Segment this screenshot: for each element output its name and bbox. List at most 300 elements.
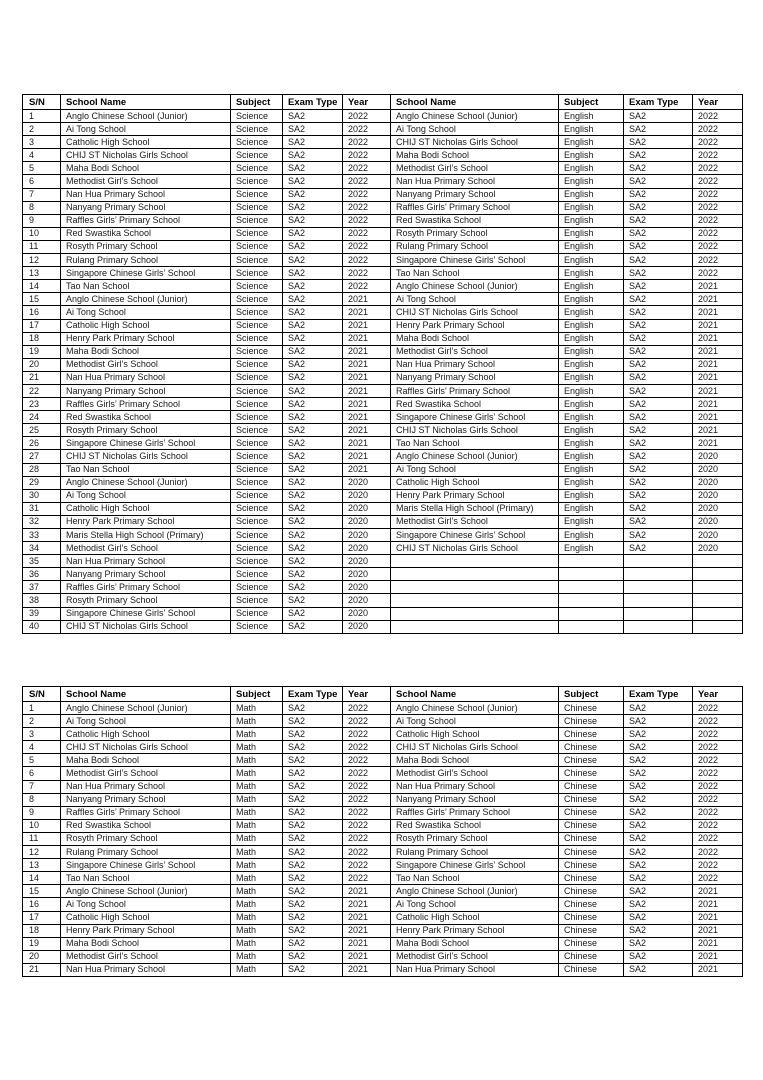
cell-subject-right: English xyxy=(559,319,624,332)
cell-year-left: 2021 xyxy=(343,437,391,450)
cell-exam-type-left: SA2 xyxy=(283,715,343,728)
cell-year-right: 2020 xyxy=(693,476,743,489)
cell-school-name-left: Nanyang Primary School xyxy=(61,201,231,214)
cell-year-right: 2022 xyxy=(693,175,743,188)
table-row xyxy=(23,555,743,568)
cell-exam-type-left: SA2 xyxy=(283,529,343,542)
cell-school-name-right: Ai Tong School xyxy=(391,463,559,476)
cell-school-name-right: CHIJ ST Nicholas Girls School xyxy=(391,424,559,437)
cell-sn: 14 xyxy=(23,280,61,293)
table-row xyxy=(23,201,743,214)
cell-sn: 25 xyxy=(23,424,61,437)
cell-exam-type-left: SA2 xyxy=(283,384,343,397)
cell-school-name-left: CHIJ ST Nicholas Girls School xyxy=(61,450,231,463)
table-row xyxy=(23,872,743,885)
table-row xyxy=(23,267,743,280)
cell-subject-right: English xyxy=(559,201,624,214)
cell-exam-type-left: SA2 xyxy=(283,950,343,963)
cell-subject-right xyxy=(559,568,624,581)
cell-exam-type-right: SA2 xyxy=(624,306,693,319)
cell-subject-right: English xyxy=(559,136,624,149)
cell-exam-type-left: SA2 xyxy=(283,162,343,175)
cell-school-name-right: Singapore Chinese Girls’ School xyxy=(391,411,559,424)
cell-school-name-right: Tao Nan School xyxy=(391,437,559,450)
cell-sn: 1 xyxy=(23,702,61,715)
table-row xyxy=(23,542,743,555)
cell-subject-left: Science xyxy=(231,332,283,345)
cell-exam-type-left: SA2 xyxy=(283,754,343,767)
cell-sn: 5 xyxy=(23,162,61,175)
cell-school-name-left: Catholic High School xyxy=(61,502,231,515)
table-row xyxy=(23,123,743,136)
cell-year-right: 2021 xyxy=(693,293,743,306)
cell-subject-left: Science xyxy=(231,267,283,280)
cell-subject-left: Math xyxy=(231,885,283,898)
cell-subject-right xyxy=(559,620,624,633)
cell-sn: 23 xyxy=(23,398,61,411)
cell-year-left: 2021 xyxy=(343,384,391,397)
cell-year-left: 2022 xyxy=(343,123,391,136)
cell-subject-left: Science xyxy=(231,293,283,306)
cell-year-right: 2022 xyxy=(693,702,743,715)
cell-subject-left: Science xyxy=(231,149,283,162)
cell-subject-left: Science xyxy=(231,280,283,293)
cell-school-name-right: Maha Bodi School xyxy=(391,937,559,950)
cell-exam-type-left: SA2 xyxy=(283,872,343,885)
cell-exam-type-right: SA2 xyxy=(624,937,693,950)
cell-year-right: 2022 xyxy=(693,214,743,227)
cell-year-right xyxy=(693,581,743,594)
cell-exam-type-right: SA2 xyxy=(624,846,693,859)
cell-sn: 17 xyxy=(23,319,61,332)
cell-school-name-right: Catholic High School xyxy=(391,911,559,924)
cell-year-right: 2022 xyxy=(693,240,743,253)
cell-sn: 22 xyxy=(23,384,61,397)
cell-year-right: 2021 xyxy=(693,963,743,976)
cell-school-name-right: CHIJ ST Nicholas Girls School xyxy=(391,136,559,149)
cell-year-right: 2022 xyxy=(693,819,743,832)
cell-school-name-right: Raffles Girls’ Primary School xyxy=(391,806,559,819)
table-row xyxy=(23,463,743,476)
cell-year-right: 2021 xyxy=(693,937,743,950)
cell-subject-left: Science xyxy=(231,502,283,515)
cell-subject-right: English xyxy=(559,214,624,227)
cell-exam-type-right: SA2 xyxy=(624,754,693,767)
cell-school-name-left: Rosyth Primary School xyxy=(61,832,231,845)
cell-year-left: 2021 xyxy=(343,924,391,937)
cell-school-name-left: Rosyth Primary School xyxy=(61,594,231,607)
cell-year-left: 2021 xyxy=(343,411,391,424)
cell-exam-type-left: SA2 xyxy=(283,110,343,123)
cell-year-left: 2022 xyxy=(343,201,391,214)
table-row xyxy=(23,293,743,306)
cell-exam-type-right: SA2 xyxy=(624,767,693,780)
cell-exam-type-left: SA2 xyxy=(283,201,343,214)
cell-exam-type-right xyxy=(624,620,693,633)
cell-sn: 8 xyxy=(23,793,61,806)
cell-year-right: 2021 xyxy=(693,398,743,411)
table-row xyxy=(23,110,743,123)
cell-exam-type-left: SA2 xyxy=(283,937,343,950)
cell-school-name-left: Maha Bodi School xyxy=(61,162,231,175)
cell-school-name-left: Rosyth Primary School xyxy=(61,424,231,437)
cell-school-name-right: Rosyth Primary School xyxy=(391,227,559,240)
table-row xyxy=(23,254,743,267)
cell-school-name-left: Singapore Chinese Girls’ School xyxy=(61,437,231,450)
cell-sn: 5 xyxy=(23,754,61,767)
cell-exam-type-right: SA2 xyxy=(624,859,693,872)
cell-subject-left: Science xyxy=(231,136,283,149)
cell-subject-right: Chinese xyxy=(559,702,624,715)
table-row xyxy=(23,306,743,319)
cell-school-name-right: Rulang Primary School xyxy=(391,846,559,859)
cell-year-left: 2021 xyxy=(343,371,391,384)
cell-exam-type-left: SA2 xyxy=(283,227,343,240)
cell-exam-type-left: SA2 xyxy=(283,728,343,741)
cell-year-left: 2021 xyxy=(343,911,391,924)
cell-year-right: 2022 xyxy=(693,227,743,240)
column-header-col-subject-right: Subject xyxy=(559,95,624,110)
cell-sn: 14 xyxy=(23,872,61,885)
cell-year-right: 2021 xyxy=(693,280,743,293)
cell-exam-type-right: SA2 xyxy=(624,515,693,528)
cell-exam-type-left: SA2 xyxy=(283,240,343,253)
cell-sn: 11 xyxy=(23,240,61,253)
cell-school-name-right: Nan Hua Primary School xyxy=(391,358,559,371)
cell-school-name-left: Tao Nan School xyxy=(61,280,231,293)
cell-school-name-left: Anglo Chinese School (Junior) xyxy=(61,110,231,123)
cell-sn: 16 xyxy=(23,898,61,911)
cell-exam-type-left: SA2 xyxy=(283,306,343,319)
cell-subject-right xyxy=(559,581,624,594)
cell-sn: 27 xyxy=(23,450,61,463)
cell-sn: 18 xyxy=(23,332,61,345)
cell-school-name-left: Nan Hua Primary School xyxy=(61,555,231,568)
cell-school-name-left: Ai Tong School xyxy=(61,898,231,911)
table-row xyxy=(23,767,743,780)
cell-year-left: 2022 xyxy=(343,214,391,227)
cell-subject-right: Chinese xyxy=(559,780,624,793)
cell-exam-type-right: SA2 xyxy=(624,885,693,898)
cell-year-right: 2022 xyxy=(693,780,743,793)
table-row xyxy=(23,620,743,633)
table-row xyxy=(23,319,743,332)
cell-sn: 1 xyxy=(23,110,61,123)
cell-school-name-left: Raffles Girls’ Primary School xyxy=(61,581,231,594)
cell-year-left: 2022 xyxy=(343,715,391,728)
table-row xyxy=(23,793,743,806)
cell-school-name-left: CHIJ ST Nicholas Girls School xyxy=(61,149,231,162)
cell-exam-type-right xyxy=(624,594,693,607)
cell-school-name-left: Raffles Girls’ Primary School xyxy=(61,806,231,819)
cell-year-left: 2022 xyxy=(343,149,391,162)
cell-exam-type-right: SA2 xyxy=(624,123,693,136)
cell-sn: 31 xyxy=(23,502,61,515)
cell-school-name-left: Tao Nan School xyxy=(61,872,231,885)
cell-subject-left: Math xyxy=(231,963,283,976)
cell-school-name-left: Methodist Girl’s School xyxy=(61,358,231,371)
cell-subject-right: English xyxy=(559,476,624,489)
cell-exam-type-left: SA2 xyxy=(283,254,343,267)
cell-school-name-right: Singapore Chinese Girls’ School xyxy=(391,859,559,872)
cell-exam-type-right: SA2 xyxy=(624,358,693,371)
cell-year-right: 2021 xyxy=(693,898,743,911)
cell-year-left: 2021 xyxy=(343,424,391,437)
cell-school-name-left: Methodist Girl’s School xyxy=(61,950,231,963)
table-row xyxy=(23,332,743,345)
cell-year-right: 2022 xyxy=(693,715,743,728)
cell-subject-right: English xyxy=(559,175,624,188)
cell-subject-right: English xyxy=(559,240,624,253)
cell-year-left: 2021 xyxy=(343,345,391,358)
cell-year-right: 2022 xyxy=(693,149,743,162)
table-row xyxy=(23,846,743,859)
table-row xyxy=(23,937,743,950)
cell-subject-left: Science xyxy=(231,581,283,594)
cell-exam-type-right: SA2 xyxy=(624,529,693,542)
cell-subject-right: English xyxy=(559,384,624,397)
cell-year-left: 2022 xyxy=(343,188,391,201)
cell-subject-left: Science xyxy=(231,384,283,397)
cell-subject-left: Math xyxy=(231,937,283,950)
cell-subject-left: Science xyxy=(231,594,283,607)
cell-school-name-left: Nanyang Primary School xyxy=(61,568,231,581)
cell-exam-type-right: SA2 xyxy=(624,911,693,924)
cell-subject-left: Math xyxy=(231,924,283,937)
cell-subject-left: Science xyxy=(231,398,283,411)
cell-exam-type-right: SA2 xyxy=(624,214,693,227)
cell-subject-left: Math xyxy=(231,806,283,819)
cell-exam-type-right: SA2 xyxy=(624,424,693,437)
cell-year-right: 2022 xyxy=(693,859,743,872)
cell-school-name-right: Ai Tong School xyxy=(391,123,559,136)
cell-subject-left: Science xyxy=(231,188,283,201)
cell-subject-left: Science xyxy=(231,123,283,136)
cell-subject-left: Science xyxy=(231,437,283,450)
table-row xyxy=(23,780,743,793)
table-row xyxy=(23,214,743,227)
table-row xyxy=(23,607,743,620)
cell-school-name-right: Maha Bodi School xyxy=(391,332,559,345)
cell-exam-type-left: SA2 xyxy=(283,502,343,515)
cell-exam-type-left: SA2 xyxy=(283,832,343,845)
cell-subject-left: Science xyxy=(231,607,283,620)
cell-school-name-right: Ai Tong School xyxy=(391,715,559,728)
cell-subject-right: Chinese xyxy=(559,885,624,898)
cell-sn: 12 xyxy=(23,846,61,859)
cell-subject-right: English xyxy=(559,110,624,123)
cell-subject-right: Chinese xyxy=(559,741,624,754)
cell-exam-type-right: SA2 xyxy=(624,227,693,240)
cell-subject-right: English xyxy=(559,162,624,175)
table-row xyxy=(23,728,743,741)
cell-sn: 12 xyxy=(23,254,61,267)
cell-school-name-left: Nan Hua Primary School xyxy=(61,371,231,384)
cell-school-name-left: Red Swastika School xyxy=(61,227,231,240)
cell-sn: 17 xyxy=(23,911,61,924)
cell-sn: 4 xyxy=(23,149,61,162)
cell-subject-left: Science xyxy=(231,110,283,123)
cell-school-name-left: Catholic High School xyxy=(61,911,231,924)
cell-year-left: 2021 xyxy=(343,332,391,345)
table-row xyxy=(23,741,743,754)
table-row xyxy=(23,489,743,502)
cell-subject-left: Science xyxy=(231,358,283,371)
cell-exam-type-left: SA2 xyxy=(283,267,343,280)
cell-subject-left: Science xyxy=(231,515,283,528)
table-row xyxy=(23,358,743,371)
cell-exam-type-right xyxy=(624,555,693,568)
cell-school-name-left: Rosyth Primary School xyxy=(61,240,231,253)
cell-year-left: 2021 xyxy=(343,398,391,411)
column-header-col-subject-right: Subject xyxy=(559,687,624,702)
cell-exam-type-right: SA2 xyxy=(624,542,693,555)
cell-exam-type-left: SA2 xyxy=(283,293,343,306)
cell-school-name-left: Ai Tong School xyxy=(61,489,231,502)
cell-year-left: 2020 xyxy=(343,502,391,515)
cell-subject-right: Chinese xyxy=(559,924,624,937)
cell-year-left: 2022 xyxy=(343,832,391,845)
cell-subject-left: Science xyxy=(231,227,283,240)
cell-sn: 34 xyxy=(23,542,61,555)
cell-school-name-left: CHIJ ST Nicholas Girls School xyxy=(61,620,231,633)
cell-school-name-left: Catholic High School xyxy=(61,136,231,149)
cell-sn: 20 xyxy=(23,950,61,963)
cell-year-right: 2020 xyxy=(693,463,743,476)
table-row xyxy=(23,529,743,542)
cell-school-name-right: Nanyang Primary School xyxy=(391,793,559,806)
cell-school-name-right xyxy=(391,594,559,607)
cell-exam-type-right xyxy=(624,568,693,581)
cell-school-name-left: Methodist Girl’s School xyxy=(61,767,231,780)
cell-year-right: 2022 xyxy=(693,254,743,267)
cell-school-name-right: Anglo Chinese School (Junior) xyxy=(391,702,559,715)
cell-sn: 39 xyxy=(23,607,61,620)
table-row xyxy=(23,450,743,463)
cell-subject-left: Science xyxy=(231,542,283,555)
cell-subject-right: English xyxy=(559,450,624,463)
cell-year-left: 2020 xyxy=(343,529,391,542)
cell-subject-left: Math xyxy=(231,846,283,859)
cell-year-right: 2020 xyxy=(693,529,743,542)
cell-school-name-right: Henry Park Primary School xyxy=(391,924,559,937)
cell-sn: 19 xyxy=(23,937,61,950)
cell-exam-type-right: SA2 xyxy=(624,502,693,515)
cell-year-left: 2021 xyxy=(343,950,391,963)
cell-subject-right: English xyxy=(559,149,624,162)
cell-school-name-right: Nanyang Primary School xyxy=(391,188,559,201)
column-header-col-year-left: Year xyxy=(343,95,391,110)
cell-year-right: 2021 xyxy=(693,306,743,319)
cell-school-name-left: Henry Park Primary School xyxy=(61,332,231,345)
cell-exam-type-right: SA2 xyxy=(624,463,693,476)
cell-subject-left: Science xyxy=(231,529,283,542)
cell-year-right: 2021 xyxy=(693,358,743,371)
cell-sn: 15 xyxy=(23,885,61,898)
cell-school-name-left: Nanyang Primary School xyxy=(61,384,231,397)
cell-school-name-left: CHIJ ST Nicholas Girls School xyxy=(61,741,231,754)
cell-school-name-left: Maha Bodi School xyxy=(61,937,231,950)
cell-sn: 21 xyxy=(23,963,61,976)
cell-school-name-left: Anglo Chinese School (Junior) xyxy=(61,476,231,489)
cell-subject-right: English xyxy=(559,345,624,358)
cell-year-left: 2022 xyxy=(343,741,391,754)
cell-school-name-left: Red Swastika School xyxy=(61,819,231,832)
cell-sn: 40 xyxy=(23,620,61,633)
cell-subject-right: English xyxy=(559,254,624,267)
cell-exam-type-right: SA2 xyxy=(624,450,693,463)
cell-school-name-left: Nan Hua Primary School xyxy=(61,780,231,793)
cell-subject-left: Math xyxy=(231,898,283,911)
cell-year-right: 2021 xyxy=(693,384,743,397)
cell-exam-type-right: SA2 xyxy=(624,110,693,123)
cell-subject-left: Science xyxy=(231,489,283,502)
cell-year-right xyxy=(693,594,743,607)
cell-exam-type-left: SA2 xyxy=(283,767,343,780)
cell-exam-type-right: SA2 xyxy=(624,489,693,502)
table-row xyxy=(23,175,743,188)
cell-subject-left: Science xyxy=(231,424,283,437)
cell-school-name-left: Anglo Chinese School (Junior) xyxy=(61,885,231,898)
cell-school-name-right: Raffles Girls’ Primary School xyxy=(391,384,559,397)
column-header-col-school-name-right: School Name xyxy=(391,687,559,702)
cell-school-name-left: Anglo Chinese School (Junior) xyxy=(61,702,231,715)
cell-subject-left: Science xyxy=(231,371,283,384)
cell-subject-right: English xyxy=(559,358,624,371)
cell-exam-type-right: SA2 xyxy=(624,280,693,293)
cell-school-name-right xyxy=(391,555,559,568)
cell-exam-type-left: SA2 xyxy=(283,411,343,424)
cell-exam-type-right: SA2 xyxy=(624,345,693,358)
cell-year-left: 2020 xyxy=(343,489,391,502)
cell-exam-type-right: SA2 xyxy=(624,950,693,963)
cell-subject-right: English xyxy=(559,227,624,240)
table-row xyxy=(23,832,743,845)
cell-sn: 38 xyxy=(23,594,61,607)
cell-sn: 11 xyxy=(23,832,61,845)
cell-exam-type-right: SA2 xyxy=(624,162,693,175)
cell-subject-left: Math xyxy=(231,780,283,793)
table-row xyxy=(23,476,743,489)
column-header-col-exam-type-left: Exam Type xyxy=(283,687,343,702)
cell-year-left: 2022 xyxy=(343,267,391,280)
table-row xyxy=(23,162,743,175)
cell-subject-left: Math xyxy=(231,754,283,767)
cell-exam-type-right: SA2 xyxy=(624,806,693,819)
cell-school-name-right: CHIJ ST Nicholas Girls School xyxy=(391,542,559,555)
table-header xyxy=(23,687,743,702)
column-header-col-exam-type-right: Exam Type xyxy=(624,687,693,702)
table-row xyxy=(23,411,743,424)
cell-school-name-right: Catholic High School xyxy=(391,728,559,741)
cell-school-name-right: Methodist Girl’s School xyxy=(391,950,559,963)
cell-exam-type-right: SA2 xyxy=(624,898,693,911)
cell-school-name-left: Singapore Chinese Girls’ School xyxy=(61,607,231,620)
cell-school-name-right: Maha Bodi School xyxy=(391,754,559,767)
cell-sn: 6 xyxy=(23,767,61,780)
table-row xyxy=(23,819,743,832)
cell-exam-type-left: SA2 xyxy=(283,702,343,715)
cell-year-left: 2020 xyxy=(343,555,391,568)
cell-subject-right: English xyxy=(559,188,624,201)
cell-subject-right: English xyxy=(559,267,624,280)
cell-exam-type-left: SA2 xyxy=(283,911,343,924)
cell-year-left: 2020 xyxy=(343,476,391,489)
table-row xyxy=(23,398,743,411)
cell-exam-type-right: SA2 xyxy=(624,872,693,885)
cell-exam-type-left: SA2 xyxy=(283,476,343,489)
cell-exam-type-right xyxy=(624,581,693,594)
